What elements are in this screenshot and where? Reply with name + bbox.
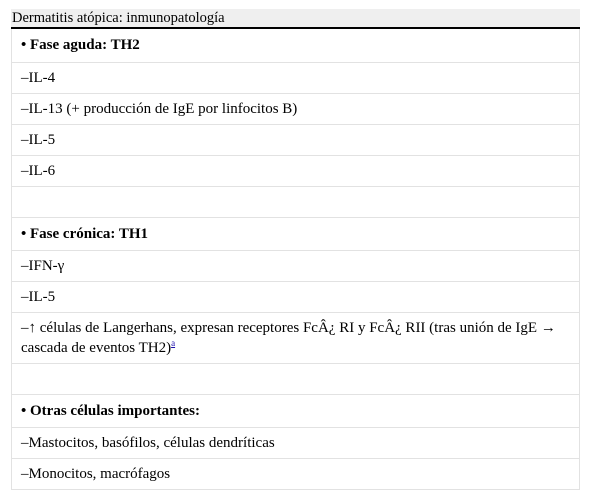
- table-row: [12, 156, 580, 187]
- table-row: [12, 459, 580, 490]
- section-heading-chronic-phase: • Fase crónica: TH1: [12, 218, 580, 251]
- table-row: [12, 428, 580, 459]
- empty-row: [12, 364, 580, 395]
- row-mast-cells: –Mastocitos, basófilos, células dendríticas: [12, 428, 580, 459]
- footnote-link[interactable]: a: [171, 338, 176, 348]
- row-langerhans-cells: [12, 313, 580, 364]
- row-il13: –IL-13 (+ producción de IgE por linfocitos B): [12, 94, 580, 125]
- table-row: [12, 364, 580, 395]
- immunopathology-table: [11, 29, 580, 490]
- table-row: [12, 313, 580, 364]
- section-heading-acute-phase: • Fase aguda: TH2: [12, 29, 580, 63]
- table-row: [12, 29, 580, 63]
- table-row: [12, 125, 580, 156]
- table-row: [12, 282, 580, 313]
- table-row: [12, 251, 580, 282]
- row-il5-acute: –IL-5: [12, 125, 580, 156]
- row-il4: –IL-4: [12, 63, 580, 94]
- row-ifn-gamma: –IFN-γ: [12, 251, 580, 282]
- table-row: [12, 187, 580, 218]
- table-row: [12, 218, 580, 251]
- table-row: [12, 94, 580, 125]
- empty-row: [12, 187, 580, 218]
- table-row: [12, 63, 580, 94]
- row-il5-chronic: –IL-5: [12, 282, 580, 313]
- langerhans-text: –↑ células de Langerhans, expresan receptores FcÂ¿ RI y FcÂ¿ RII (tras unión de IgE → cascada de eventos TH2): [21, 320, 556, 356]
- table-row: [12, 395, 580, 428]
- footnote-reference: [171, 338, 175, 348]
- row-il6: –IL-6: [12, 156, 580, 187]
- section-heading-other-cells: • Otras células importantes:: [12, 395, 580, 428]
- table-caption: Dermatitis atópica: inmunopatología: [11, 9, 580, 29]
- row-monocytes: –Monocitos, macrófagos: [12, 459, 580, 490]
- immunopathology-table-container: [11, 9, 580, 490]
